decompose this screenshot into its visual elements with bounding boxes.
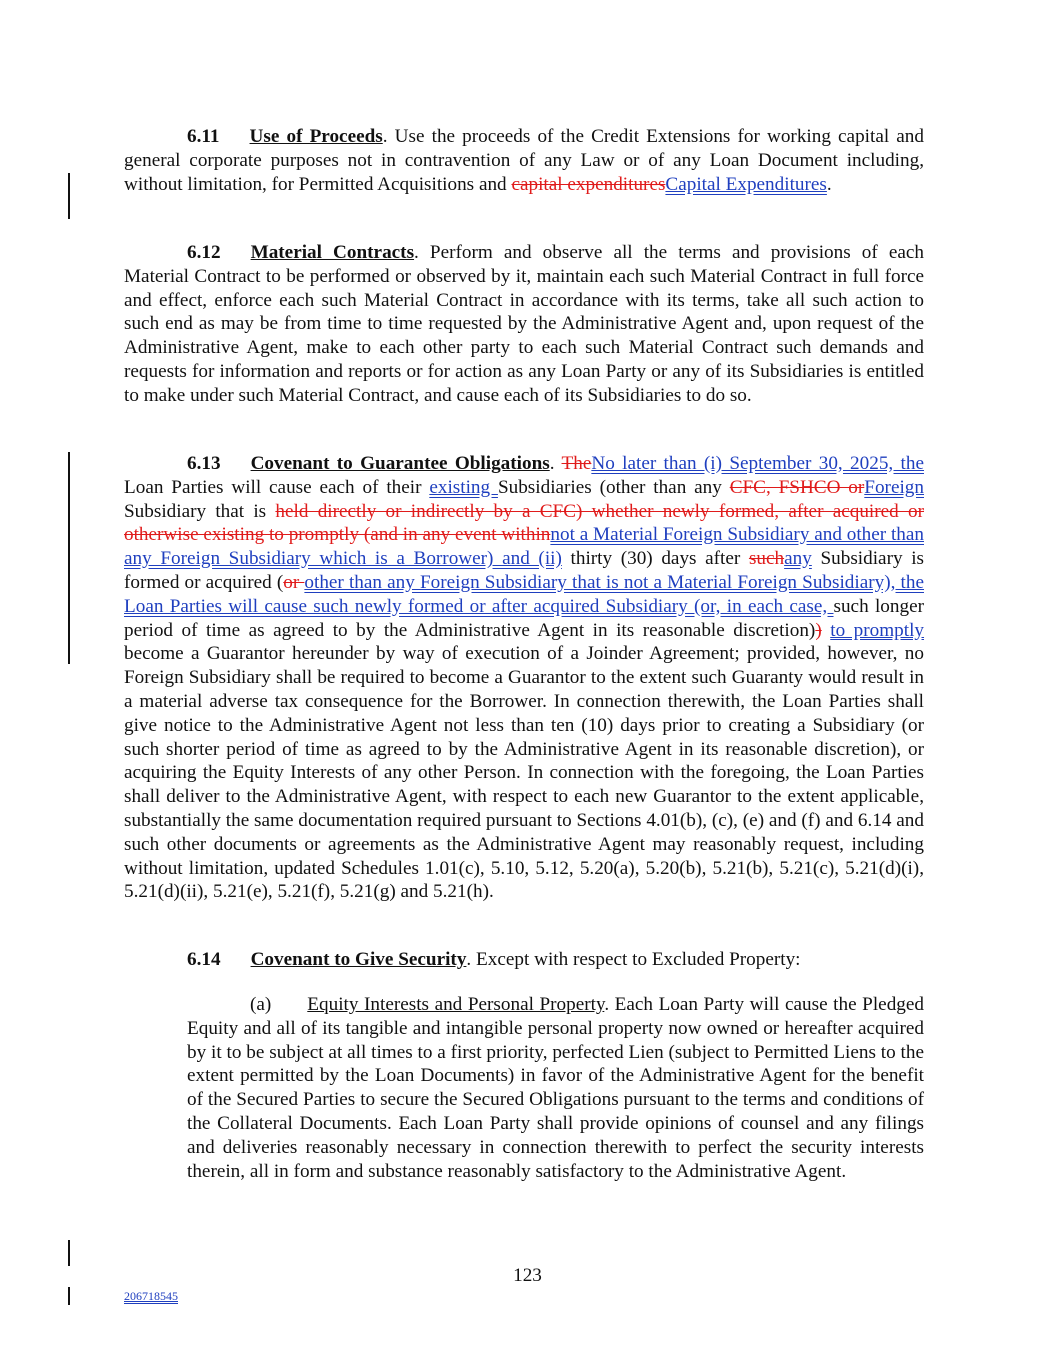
section-text: Loan Parties will cause each of their bbox=[124, 476, 430, 498]
section-6-14-a bbox=[187, 993, 924, 1183]
deleted-text: capital expenditures bbox=[511, 173, 666, 195]
section-text: Subsidiaries (other than any bbox=[497, 476, 730, 498]
section-text: Subsidiary is formed or acquired ( bbox=[124, 548, 924, 593]
section-heading: Material Contracts bbox=[250, 242, 415, 263]
change-bar bbox=[68, 1287, 70, 1305]
section-heading: Covenant to Give Security bbox=[250, 949, 467, 970]
document-id: 206718545 bbox=[124, 1289, 178, 1303]
inserted-text: not a Material Foreign Subsidiary and other than any Foreign Subsidiary which is a Borrower) and (ii) bbox=[124, 524, 924, 570]
section-6-14 bbox=[124, 948, 924, 972]
section-text: . Except with respect to Excluded Property: bbox=[466, 949, 801, 970]
deleted-text: or bbox=[283, 571, 305, 593]
section-heading: Use of Proceeds bbox=[249, 126, 383, 147]
section-number: 6.14 bbox=[187, 949, 221, 970]
deleted-text: CFC, FSHCO or bbox=[729, 476, 865, 498]
deleted-text: held directly or indirectly by a CFC) whether newly formed, after acquired or otherwise existing to promptly (and in any event within bbox=[124, 500, 924, 546]
section-number: 6.13 bbox=[187, 453, 221, 474]
deleted-text: such bbox=[748, 548, 785, 570]
section-6-13 bbox=[124, 452, 924, 904]
section-number: 6.12 bbox=[187, 242, 221, 263]
section-text: Subsidiary that is bbox=[124, 500, 276, 522]
inserted-text: Capital Expenditures bbox=[665, 173, 827, 195]
change-bar bbox=[68, 173, 70, 219]
section-heading: Covenant to Guarantee Obligations bbox=[250, 453, 550, 474]
deleted-text: The bbox=[561, 453, 592, 474]
page-number: 123 bbox=[513, 1265, 542, 1286]
change-bar bbox=[68, 452, 70, 664]
change-bar bbox=[68, 1240, 70, 1266]
inserted-text: Foreign bbox=[864, 476, 924, 498]
section-text: thirty (30) days after bbox=[561, 548, 749, 570]
section-number: 6.11 bbox=[187, 126, 220, 147]
section-text: . bbox=[826, 173, 832, 195]
section-6-12 bbox=[124, 241, 924, 408]
subsection-text: . Each Loan Party will cause the Pledged Equity and all of its tangible and intangible personal property now owned or hereafter acquired by it to be subject at all times to a first priority, perfected Lien (subject to Permitted Liens to the extent permitted by the Loan Documents) in favor of the Administrative Agent for the benefit of the Secured Parties to secure the Secured Obligations pursuant to the terms and conditions of the Collateral Documents. Each Loan Party shall provide opinions of counsel and any filings and deliveries reasonably necessary in connection therewith to perfect the security interests therein, all in form and substance reasonably satisfactory to the Administrative Agent. bbox=[187, 994, 924, 1182]
inserted-text: any bbox=[784, 548, 812, 570]
section-text: . Perform and observe all the terms and provisions of each Material Contract to be performed or observed by it, maintain each such Material Contract in full force and effect, enforce each such Material Contract in accordance with its terms, take all such action to such end as may be from time to time requested by the Administrative Agent and, upon request of the Administrative Agent, make to each other party to each such Material Contract such demands and requests for information and reports or for action as any Loan Party or any of its Subsidiaries is entitled to make under such Material Contract, and cause each of its Subsidiaries to do so. bbox=[124, 242, 924, 406]
subsection-label: (a) bbox=[250, 994, 272, 1015]
inserted-text: to promptly bbox=[830, 619, 925, 641]
subsection-heading: Equity Interests and Personal Property bbox=[307, 994, 605, 1015]
section-text: . bbox=[549, 453, 562, 474]
section-text bbox=[822, 620, 831, 641]
deleted-text: ) bbox=[815, 619, 822, 641]
section-text: . Use the proceeds of the Credit Extensions for working capital and general corporate purposes not in contravention of any Law or of any Loan Document including, without limitation, for Permitted Acquisitions and bbox=[124, 126, 924, 195]
section-6-11 bbox=[124, 125, 924, 196]
section-text: become a Guarantor hereunder by way of execution of a Joinder Agreement; provided, however, no Foreign Subsidiary shall be required to become a Guarantor to the extent such Guaranty would result in a material adverse tax consequence for the Borrower. In connection therewith, the Loan Parties shall give notice to the Administrative Agent not less than ten (10) days prior to creating a Subsidiary (or such shorter period of time as agreed to by the Administrative Agent in its reasonable discretion), or acquiring the Equity Interests of any other Person. In connection with the foregoing, the Loan Parties shall deliver to the Administrative Agent, with respect to each new Guarantor to the extent applicable, substantially the same documentation required pursuant to Sections 4.01(b), (c), (e) and (f) and 6.14 and such other documents or agreements as the Administrative Agent may reasonably request, including without limitation, updated Schedules 1.01(c), 5.10, 5.12, 5.20(a), 5.20(b), 5.21(b), 5.21(c), 5.21(d)(i), 5.21(d)(ii), 5.21(e), 5.21(f), 5.21(g) and 5.21(h). bbox=[124, 643, 924, 903]
section-text: such longer period of time as agreed to by the Administrative Agent in its reasonable discretion) bbox=[124, 595, 924, 641]
inserted-text: No later than (i) September 30, 2025, the bbox=[591, 453, 924, 474]
inserted-text: other than any Foreign Subsidiary that is not a Material Foreign Subsidiary), the Loan Parties will cause such newly formed or after acquired Subsidiary (or, in each case, bbox=[124, 571, 924, 617]
inserted-text: existing bbox=[429, 476, 498, 498]
